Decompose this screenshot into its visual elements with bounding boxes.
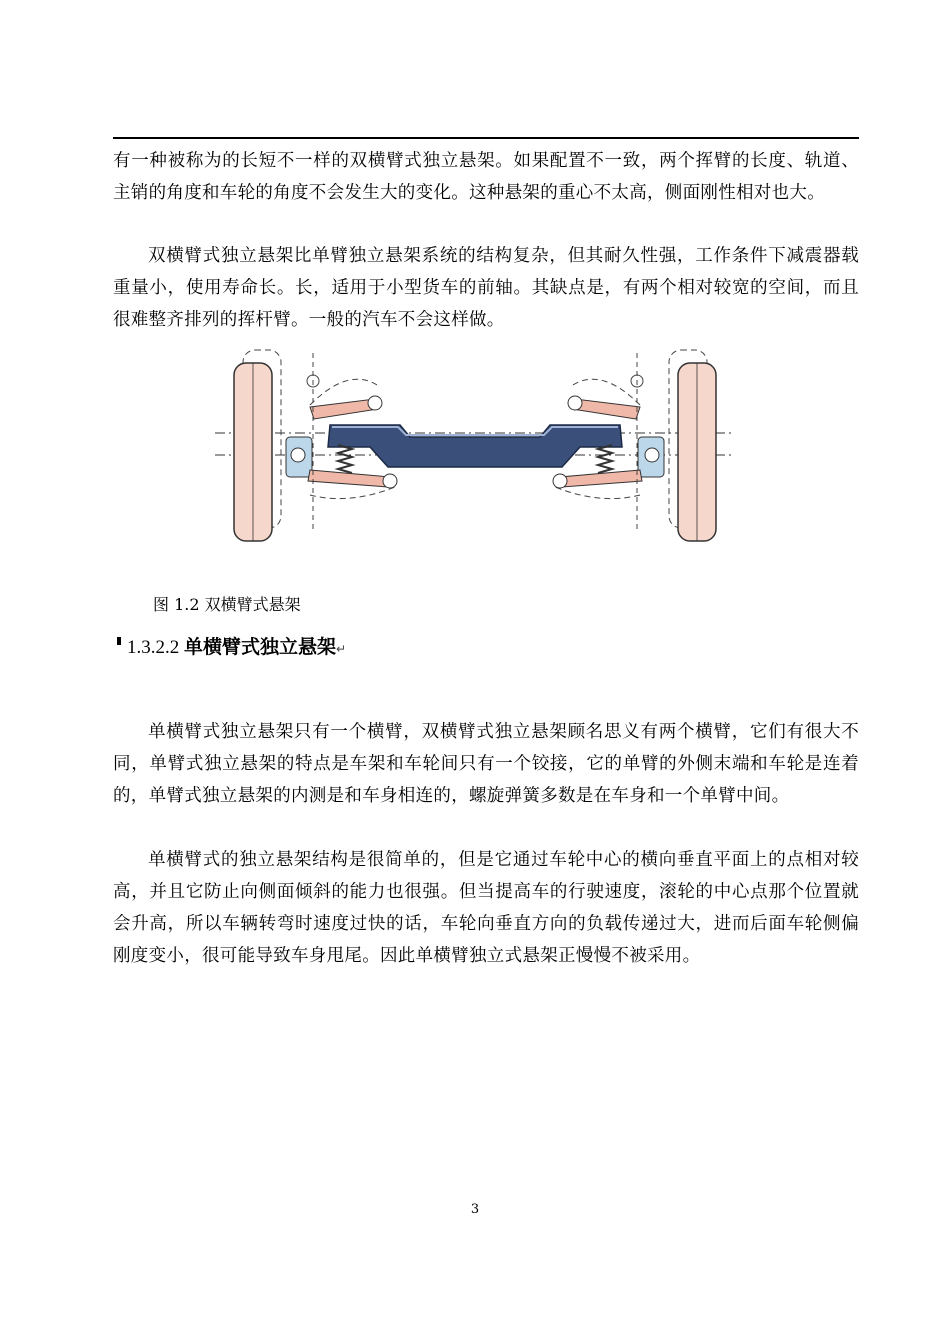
double-wishbone-diagram bbox=[210, 345, 740, 550]
paragraph: 双横臂式独立悬架比单臂独立悬架系统的结构复杂，但其耐久性强，工作条件下减震器载重量小，使用寿命长。长，适用于小型货车的前轴。其缺点是，有两个相对较宽的空间，而且很难整齐排列的挥杆臂。一般的汽车不会这样做。 bbox=[113, 246, 859, 330]
heading-title: 单横臂式独立悬架 bbox=[184, 636, 337, 658]
figure-caption: 图 1.2 双横臂式悬架 bbox=[153, 595, 301, 614]
heading-number: 1.3.2.2 bbox=[127, 637, 184, 658]
header-rule bbox=[113, 137, 859, 139]
paragraph-mark: ↵ bbox=[336, 642, 347, 656]
axle-beam bbox=[328, 425, 622, 467]
paragraph: 有一种被称为的长短不一样的双横臂式独立悬架。如果配置不一致，两个挥臂的长度、轨道、主销的角度和车轮的角度不会发生大的变化。这种悬架的重心不太高，侧面刚性相对也大。 bbox=[113, 151, 859, 203]
heading-bullet bbox=[117, 637, 121, 645]
page-number: 3 bbox=[470, 1202, 480, 1217]
section-heading bbox=[117, 632, 346, 659]
suspension-figure bbox=[210, 345, 740, 550]
paragraph: 单横臂式独立悬架只有一个横臂，双横臂式独立悬架顾名思义有两个横臂，它们有很大不同，单臂式独立悬架的特点是车架和车轮间只有一个铰接，它的单臂的外侧末端和车轮是连着的，单臂式独立悬架的内测是和车身相连的，螺旋弹簧多数是在车身和一个单臂中间。 bbox=[113, 722, 859, 806]
paragraph: 单横臂式的独立悬架结构是很简单的，但是它通过车轮中心的横向垂直平面上的点相对较高，并且它防止向侧面倾斜的能力也很强。但当提高车的行驶速度，滚轮的中心点那个位置就会升高，所以车辆转弯时速度过快的话，车轮向垂直方向的负载传递过大，进而后面车轮侧偏刚度变小，很可能导致车身甩尾。因此单横臂独立式悬架正慢慢不被采用。 bbox=[113, 850, 859, 966]
